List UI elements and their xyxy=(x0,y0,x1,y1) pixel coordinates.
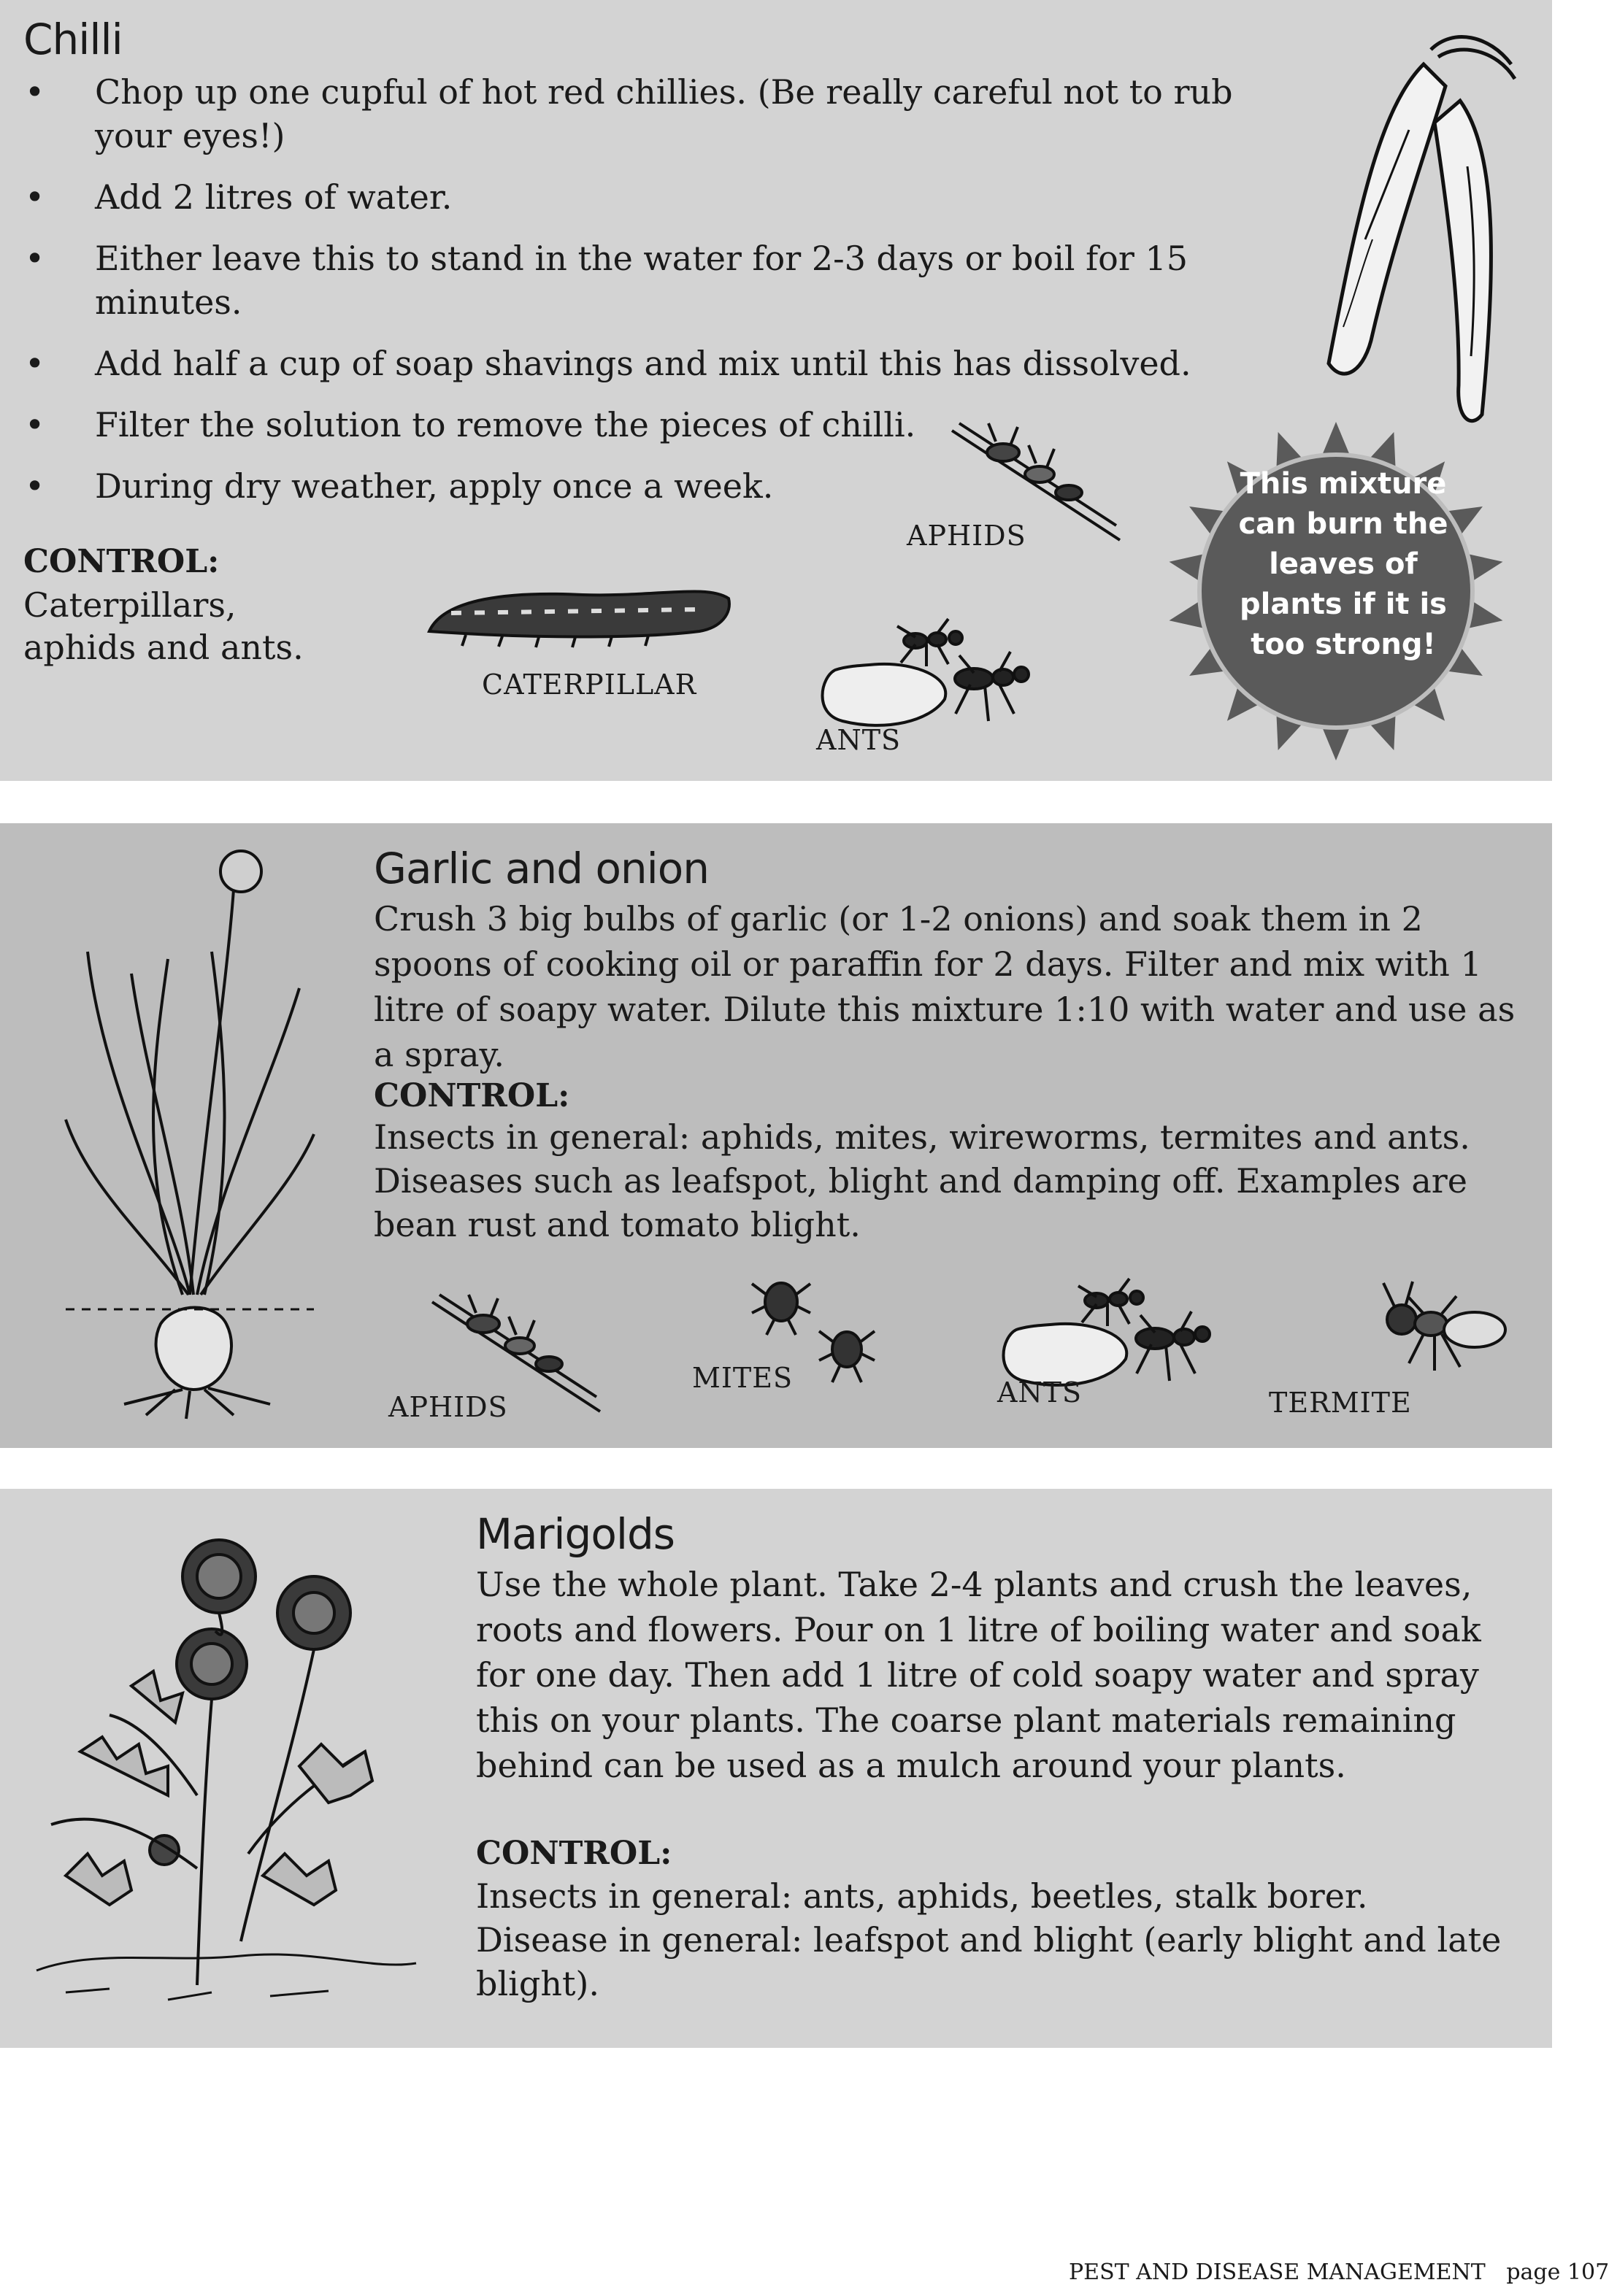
bullet-icon: • xyxy=(25,72,45,112)
aphids-label: APHIDS xyxy=(907,520,1026,552)
garlic-section xyxy=(0,823,1552,1448)
garlic-title: Garlic and onion xyxy=(374,844,710,893)
marigold-instructions: Use the whole plant. Take 2-4 plants and crush the leaves, roots and flowers. Pour on 1 litre of boiling water and soak for one day. Then add 1 litre of cold soapy water and spray this on your plants. The coarse plant materials remaining behind can be used as a mulch around your plants. xyxy=(476,1565,1481,1785)
warning-message: This mixture can burn the leaves of plants if it is too strong! xyxy=(1238,467,1448,661)
bullet-icon: • xyxy=(25,466,45,506)
page-footer xyxy=(1069,2260,1609,2285)
marigold-plant-illustration xyxy=(22,1533,431,2014)
chilli-step: • Either leave this to stand in the water for 2-3 days or boil for 15 minutes. xyxy=(25,236,1295,324)
chilli-pepper-illustration xyxy=(1314,20,1526,429)
marigold-control-heading: CONTROL: xyxy=(476,1835,672,1872)
garlic-plant-illustration xyxy=(58,842,321,1419)
chilli-control-heading: CONTROL: xyxy=(23,543,220,580)
garlic-control-text: Insects in general: aphids, mites, wireworms, termites and ants. Diseases such as leafspot, blight and damping off. Examples are bean rust and tomato blight. xyxy=(374,1117,1470,1244)
chilli-title: Chilli xyxy=(23,15,123,64)
bullet-icon: • xyxy=(25,239,45,278)
chilli-step: • Filter the solution to remove the pieces of chilli. xyxy=(25,403,1295,447)
caterpillar-label: CATERPILLAR xyxy=(482,669,697,701)
caterpillar-illustration xyxy=(422,569,736,650)
garlic-control-heading: CONTROL: xyxy=(374,1077,570,1114)
footer-section-title: PEST AND DISEASE MANAGEMENT xyxy=(1069,2260,1486,2285)
marigold-control-line1: Insects in general: ants, aphids, beetles, stalk borer. xyxy=(476,1876,1368,1916)
ants-illustration xyxy=(806,612,1032,743)
marigold-section xyxy=(0,1489,1552,2048)
chilli-control-text: Caterpillars, aphids and ants. xyxy=(23,585,304,667)
mites-label: MITES xyxy=(692,1362,794,1394)
termite-illustration xyxy=(1372,1276,1518,1385)
marigold-control-line2: Disease in general: leafspot and blight (early blight and late blight). xyxy=(476,1920,1502,2003)
ants-label: ANTS xyxy=(997,1376,1083,1409)
page-number: page 107 xyxy=(1506,2260,1609,2285)
chilli-step: • During dry weather, apply once a week. xyxy=(25,464,1295,508)
bullet-icon: • xyxy=(25,344,45,383)
aphids-label: APHIDS xyxy=(388,1391,508,1423)
garlic-instructions: Crush 3 big bulbs of garlic (or 1-2 onions) and soak them in 2 spoons of cooking oil or paraffin for 2 days. Filter and mix with 1 litre of soapy water. Dilute this mixture 1:10 with water and use as a spray. xyxy=(374,899,1516,1074)
termite-label: TERMITE xyxy=(1269,1387,1412,1419)
chilli-step: • Chop up one cupful of hot red chillies. (Be really careful not to rub your eyes!) xyxy=(25,70,1295,158)
bullet-icon: • xyxy=(25,405,45,444)
ants-label: ANTS xyxy=(816,724,902,756)
chilli-section xyxy=(0,0,1552,781)
chilli-step: • Add half a cup of soap shavings and mix until this has dissolved. xyxy=(25,342,1295,385)
bullet-icon: • xyxy=(25,177,45,217)
chilli-step: • Add 2 litres of water. xyxy=(25,175,1295,219)
marigold-title: Marigolds xyxy=(476,1509,675,1559)
